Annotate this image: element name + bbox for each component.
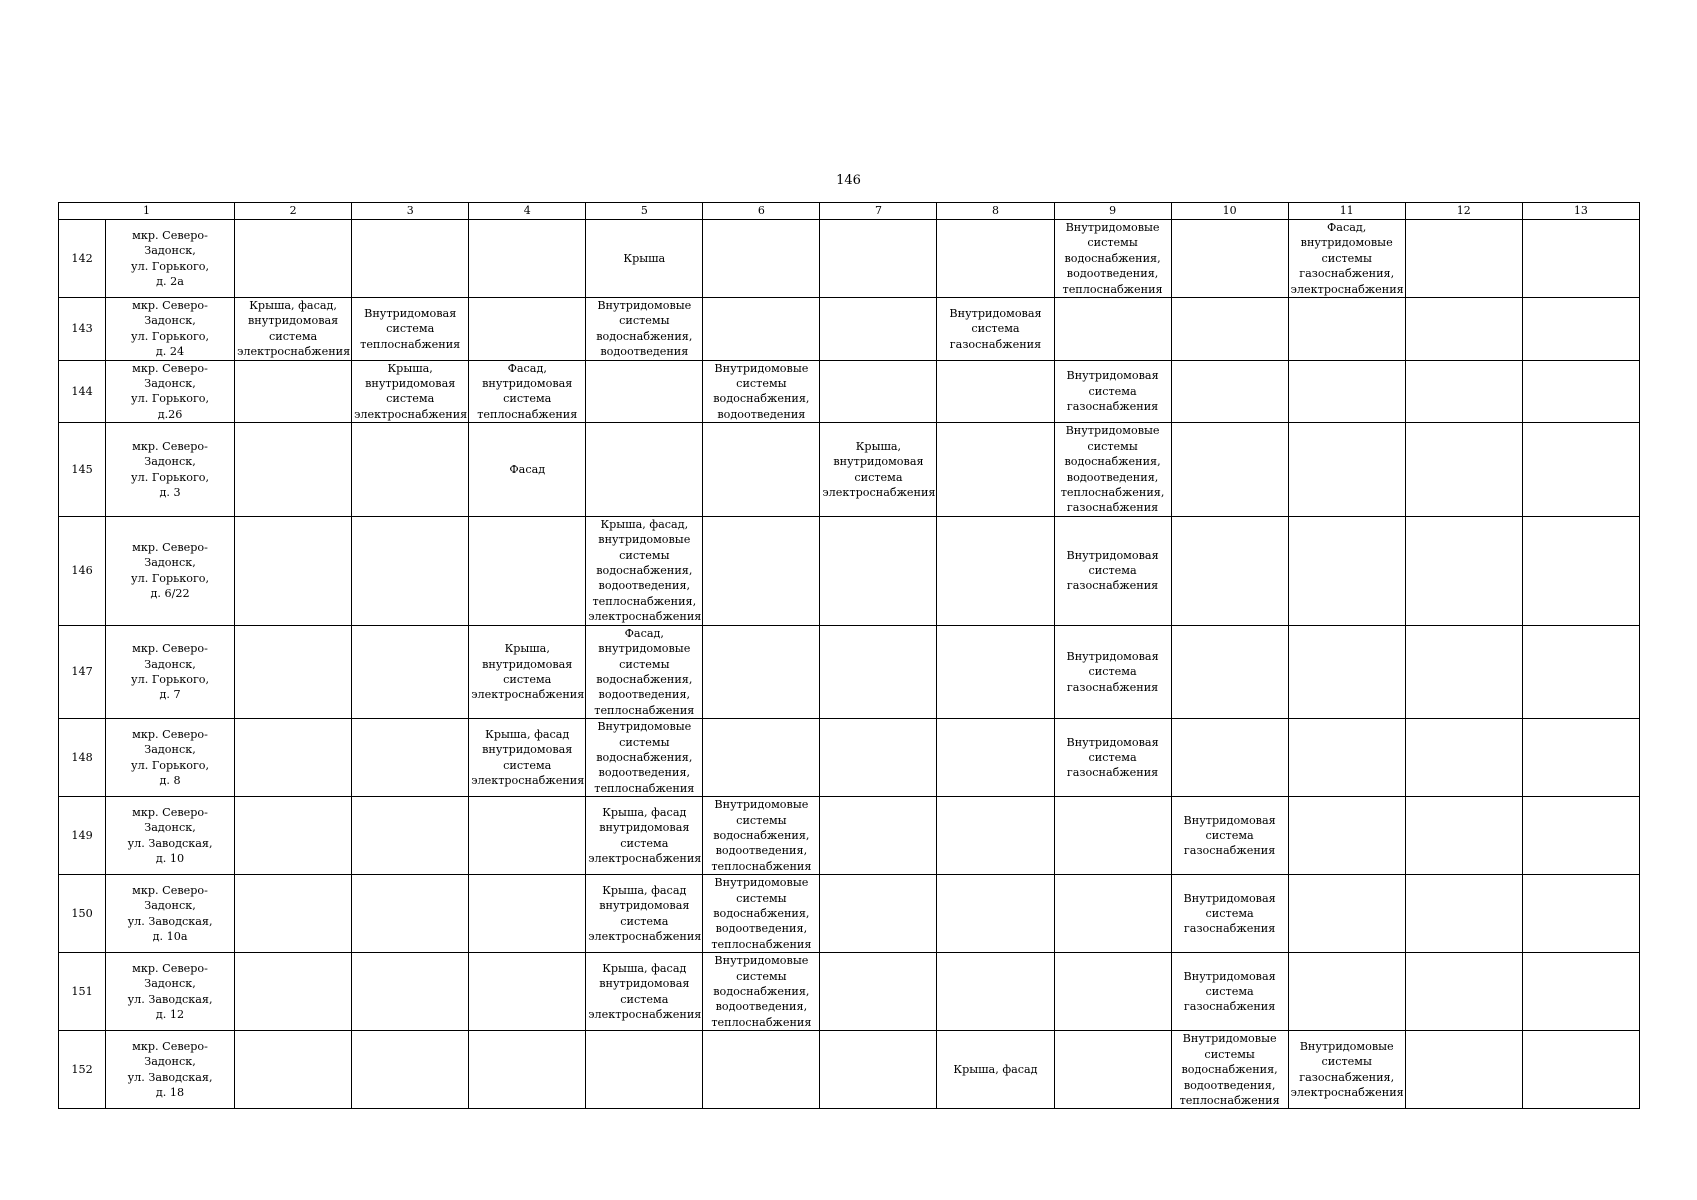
table-row [59,625,1640,718]
cell-col-5 [586,360,703,423]
cell-col-2 [235,625,352,718]
cell-col-7 [820,719,937,797]
row-number: 147 [59,625,106,718]
cell-text: Внутридомовая система теплоснабжения [360,306,461,351]
row-address-text: мкр. Северо-Задонск, ул. Горького, д. 2а [131,228,210,288]
cell-text: Внутридомовая система газоснабжения [1183,813,1276,858]
cell-col-8 [937,797,1054,875]
row-number: 148 [59,719,106,797]
column-header-13: 13 [1522,203,1639,220]
cell-col-4 [469,625,586,718]
column-header-12: 12 [1405,203,1522,220]
cell-text: Внутридомовые системы водоснабжения, водоотведения [713,361,810,421]
row-number: 152 [59,1031,106,1109]
cell-text: Фасад, внутридомовые системы газоснабжения, электроснабжения [1290,221,1404,296]
row-address [106,625,235,718]
cell-col-9 [1054,719,1171,797]
cell-col-13 [1522,220,1639,298]
cell-col-8 [937,719,1054,797]
cell-col-11 [1288,625,1405,718]
cell-col-11 [1288,423,1405,516]
cell-col-8 [937,423,1054,516]
cell-col-12 [1405,719,1522,797]
row-number: 146 [59,516,106,625]
row-address [106,360,235,423]
cell-col-11 [1288,360,1405,423]
cell-col-13 [1522,625,1639,718]
column-header-1: 1 [59,203,235,220]
cell-col-5 [586,1031,703,1109]
cell-col-7 [820,797,937,875]
column-header-row [59,203,1640,220]
page-number: 146 [836,173,861,188]
cell-col-3 [352,953,469,1031]
cell-col-2 [235,298,352,361]
cell-col-6 [703,360,820,423]
table-row [59,875,1640,953]
cell-text: Фасад, внутридомовые системы водоснабжения, водоотведения, теплоснабжения [594,626,695,717]
cell-col-10 [1171,298,1288,361]
cell-col-2 [235,953,352,1031]
cell-col-3 [352,719,469,797]
cell-col-3 [352,220,469,298]
row-address [106,719,235,797]
cell-col-10 [1171,423,1288,516]
cell-col-8 [937,875,1054,953]
cell-text: Внутридомовая система газоснабжения [949,306,1042,351]
table-row [59,797,1640,875]
cell-col-13 [1522,953,1639,1031]
row-address [106,220,235,298]
cell-col-6 [703,719,820,797]
cell-col-13 [1522,719,1639,797]
cell-col-5 [586,423,703,516]
table-row [59,1031,1640,1109]
cell-col-4 [469,220,586,298]
cell-col-9 [1054,298,1171,361]
row-number: 142 [59,220,106,298]
cell-col-11 [1288,797,1405,875]
table-row [59,516,1640,625]
cell-col-6 [703,423,820,516]
cell-col-11 [1288,1031,1405,1109]
cell-text: Внутридомовая система газоснабжения [1183,891,1276,936]
cell-col-8 [937,1031,1054,1109]
table-row [59,719,1640,797]
cell-col-10 [1171,953,1288,1031]
cell-col-5 [586,875,703,953]
cell-text: Внутридомовая система газоснабжения [1066,649,1159,694]
cell-text: Крыша, фасад внутридомовая система электроснабжения [588,961,702,1022]
column-header-4: 4 [469,203,586,220]
cell-col-6 [703,220,820,298]
cell-col-9 [1054,797,1171,875]
cell-col-12 [1405,220,1522,298]
cell-col-5 [586,220,703,298]
cell-col-7 [820,1031,937,1109]
cell-col-2 [235,719,352,797]
table-row [59,220,1640,298]
cell-col-2 [235,220,352,298]
cell-col-6 [703,1031,820,1109]
cell-col-4 [469,516,586,625]
cell-col-5 [586,953,703,1031]
column-header-5: 5 [586,203,703,220]
row-address [106,953,235,1031]
cell-col-4 [469,360,586,423]
cell-col-2 [235,875,352,953]
cell-col-10 [1171,625,1288,718]
cell-col-7 [820,875,937,953]
table-row [59,423,1640,516]
cell-col-7 [820,360,937,423]
row-address [106,1031,235,1109]
cell-col-9 [1054,423,1171,516]
row-address-text: мкр. Северо-Задонск, ул. Горького, д. 6/22 [131,540,210,601]
cell-col-13 [1522,423,1639,516]
cell-col-7 [820,516,937,625]
cell-col-3 [352,875,469,953]
cell-col-10 [1171,875,1288,953]
cell-col-10 [1171,719,1288,797]
cell-col-11 [1288,719,1405,797]
cell-text: Внутридомовые системы водоснабжения, водоотведения, теплоснабжения [1179,1032,1280,1107]
cell-col-4 [469,1031,586,1109]
cell-text: Крыша, внутридомовая система электроснабжения [471,642,585,702]
repair-schedule-table [58,202,1640,1109]
cell-col-2 [235,360,352,423]
cell-col-13 [1522,360,1639,423]
row-address-text: мкр. Северо-Задонск, ул. Заводская, д. 12 [127,961,213,1022]
cell-col-12 [1405,953,1522,1031]
cell-col-12 [1405,360,1522,423]
cell-col-5 [586,298,703,361]
cell-col-8 [937,516,1054,625]
cell-col-2 [235,423,352,516]
cell-col-11 [1288,516,1405,625]
cell-col-6 [703,625,820,718]
cell-text: Внутридомовые системы водоснабжения, водоотведения, теплоснабжения [711,798,812,873]
cell-col-9 [1054,625,1171,718]
cell-col-12 [1405,516,1522,625]
cell-col-6 [703,516,820,625]
cell-col-12 [1405,797,1522,875]
row-address-text: мкр. Северо-Задонск, ул. Горького, д.26 [131,361,210,421]
cell-text: Крыша, внутридомовая система электроснабжения [822,439,936,499]
cell-col-13 [1522,797,1639,875]
cell-col-6 [703,797,820,875]
cell-col-11 [1288,298,1405,361]
cell-text: Крыша, внутридомовая система электроснабжения [354,361,468,421]
cell-col-12 [1405,875,1522,953]
cell-col-6 [703,953,820,1031]
column-header-8: 8 [937,203,1054,220]
cell-col-13 [1522,1031,1639,1109]
cell-col-8 [937,360,1054,423]
cell-col-4 [469,719,586,797]
row-address [106,797,235,875]
cell-col-10 [1171,220,1288,298]
cell-col-4 [469,298,586,361]
cell-col-4 [469,953,586,1031]
row-address-text: мкр. Северо-Задонск, ул. Заводская, д. 10а [127,883,213,944]
cell-text: Внутридомовые системы газоснабжения, электроснабжения [1290,1039,1404,1100]
row-number: 144 [59,360,106,423]
column-header-6: 6 [703,203,820,220]
cell-col-4 [469,423,586,516]
cell-col-12 [1405,298,1522,361]
cell-col-8 [937,220,1054,298]
cell-col-7 [820,953,937,1031]
cell-col-6 [703,298,820,361]
cell-text: Внутридомовые системы водоснабжения, водоотведения, теплоснабжения [711,954,812,1029]
cell-text: Крыша, фасад внутридомовая система электроснабжения [588,805,702,866]
cell-col-2 [235,1031,352,1109]
cell-col-3 [352,360,469,423]
table-row [59,953,1640,1031]
cell-col-8 [937,953,1054,1031]
cell-text: Фасад [509,462,546,476]
cell-col-9 [1054,360,1171,423]
cell-col-5 [586,797,703,875]
column-header-11: 11 [1288,203,1405,220]
cell-col-8 [937,298,1054,361]
cell-col-3 [352,1031,469,1109]
row-address-text: мкр. Северо-Задонск, ул. Горького, д. 7 [131,642,210,702]
cell-text: Внутридомовые системы водоснабжения, водоотведения, теплоснабжения [594,720,695,795]
row-number: 143 [59,298,106,361]
cell-col-5 [586,719,703,797]
column-header-9: 9 [1054,203,1171,220]
column-header-3: 3 [352,203,469,220]
row-address-text: мкр. Северо-Задонск, ул. Заводская, д. 18 [127,1039,213,1100]
cell-col-9 [1054,220,1171,298]
cell-col-3 [352,625,469,718]
cell-col-5 [586,516,703,625]
column-header-7: 7 [820,203,937,220]
cell-text: Внутридомовые системы водоснабжения, водоотведения, теплоснабжения [1062,221,1163,296]
cell-text: Крыша [623,251,666,265]
table-row [59,360,1640,423]
cell-col-12 [1405,423,1522,516]
cell-text: Внутридомовые системы водоснабжения, водоотведения [596,299,693,359]
cell-col-3 [352,298,469,361]
row-number: 149 [59,797,106,875]
row-address [106,298,235,361]
row-address [106,516,235,625]
cell-text: Внутридомовая система газоснабжения [1066,369,1159,414]
cell-col-2 [235,797,352,875]
cell-col-4 [469,875,586,953]
cell-col-9 [1054,516,1171,625]
cell-col-13 [1522,298,1639,361]
cell-col-2 [235,516,352,625]
cell-col-8 [937,625,1054,718]
cell-col-7 [820,625,937,718]
cell-col-9 [1054,953,1171,1031]
row-number: 145 [59,423,106,516]
cell-col-4 [469,797,586,875]
cell-text: Крыша, фасад внутридомовая система электроснабжения [588,883,702,944]
row-address-text: мкр. Северо-Задонск, ул. Горького, д. 8 [131,727,210,788]
cell-col-7 [820,298,937,361]
cell-text: Фасад, внутридомовая система теплоснабжения [477,361,578,421]
cell-text: Внутридомовая система газоснабжения [1066,735,1159,780]
cell-col-6 [703,875,820,953]
cell-col-9 [1054,1031,1171,1109]
cell-col-7 [820,423,937,516]
row-address-text: мкр. Северо-Задонск, ул. Заводская, д. 10 [127,805,213,866]
cell-text: Крыша, фасад [953,1063,1038,1077]
cell-col-10 [1171,360,1288,423]
cell-col-13 [1522,875,1639,953]
cell-col-5 [586,625,703,718]
cell-text: Внутридомовые системы водоснабжения, водоотведения, теплоснабжения [711,876,812,951]
row-address [106,423,235,516]
row-address-text: мкр. Северо-Задонск, ул. Горького, д. 24 [131,299,210,359]
cell-col-11 [1288,875,1405,953]
cell-text: Внутридомовая система газоснабжения [1066,548,1159,593]
cell-text: Крыша, фасад, внутридомовые системы водоснабжения, водоотведения, теплоснабжения, электроснабжения [588,517,702,624]
cell-text: Крыша, фасад внутридомовая система электроснабжения [471,727,585,788]
cell-col-11 [1288,220,1405,298]
table-row [59,298,1640,361]
cell-col-11 [1288,953,1405,1031]
cell-col-3 [352,423,469,516]
cell-col-12 [1405,1031,1522,1109]
cell-col-7 [820,220,937,298]
cell-text: Крыша, фасад, внутридомовая система электроснабжения [237,299,351,359]
row-address-text: мкр. Северо-Задонск, ул. Горького, д. 3 [131,439,210,499]
row-number: 151 [59,953,106,1031]
cell-col-13 [1522,516,1639,625]
cell-col-10 [1171,797,1288,875]
cell-col-3 [352,516,469,625]
column-header-2: 2 [235,203,352,220]
row-number: 150 [59,875,106,953]
column-header-10: 10 [1171,203,1288,220]
row-address [106,875,235,953]
cell-col-9 [1054,875,1171,953]
cell-col-10 [1171,1031,1288,1109]
cell-text: Внутридомовая система газоснабжения [1183,969,1276,1014]
cell-text: Внутридомовые системы водоснабжения, водоотведения, теплоснабжения, газоснабжения [1060,424,1165,515]
cell-col-3 [352,797,469,875]
cell-col-12 [1405,625,1522,718]
cell-col-10 [1171,516,1288,625]
